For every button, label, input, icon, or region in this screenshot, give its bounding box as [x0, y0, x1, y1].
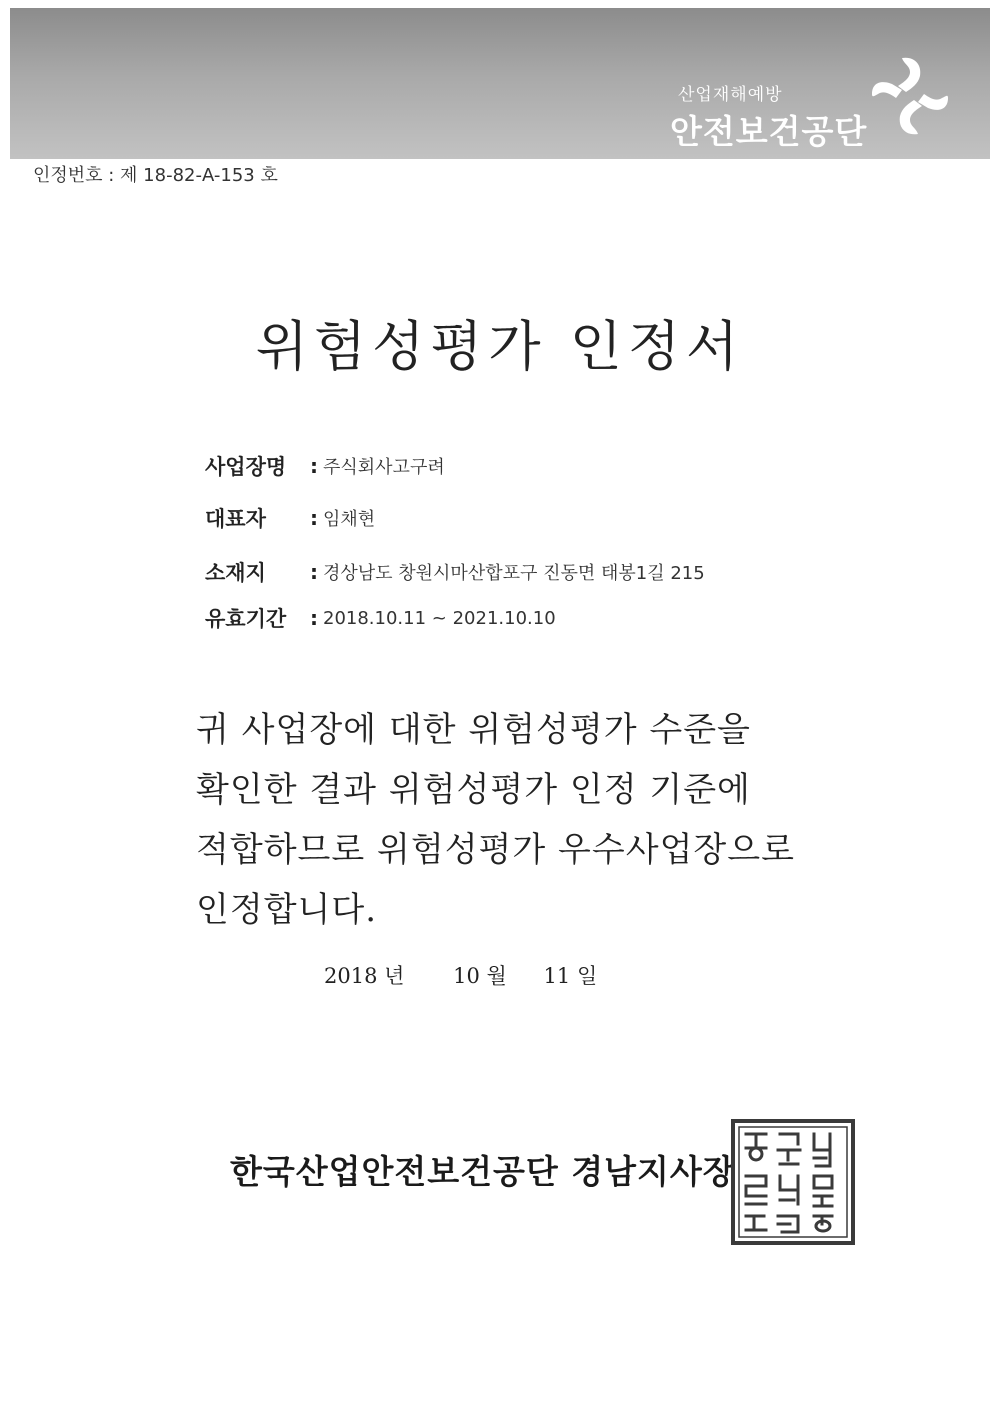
field-value: 주식회사고구려 — [323, 457, 445, 478]
field-row-address: 소재지 : 경상남도 창원시마산합포구 진동면 태봉1길 215 — [205, 557, 705, 589]
statement-line: 확인한 결과 위험성평가 인정 기준에 — [196, 770, 751, 810]
certification-statement — [196, 700, 856, 940]
issue-year-unit: 년 — [384, 964, 405, 988]
field-row-representative: 대표자 : 임채현 — [205, 503, 375, 535]
issue-day-unit: 일 — [576, 964, 598, 988]
issuer-name: 한국산업안전보건공단 경남지사장 — [230, 1152, 736, 1191]
header-band — [10, 8, 990, 159]
field-value: 2018.10.11 ~ 2021.10.10 — [323, 607, 556, 629]
org-subtitle: 산업재해예방 — [678, 85, 783, 105]
field-label: 소재지 — [205, 561, 266, 585]
field-row-validity-period: 유효기간 : 2018.10.11 ~ 2021.10.10 — [205, 603, 556, 635]
statement-line: 귀 사업장에 대한 위험성평가 수준을 — [196, 710, 751, 750]
field-row-business-name: 사업장명 : 주식회사고구려 — [205, 451, 445, 483]
certificate-number: 인정번호 : 제 18-82-A-153 호 — [33, 165, 278, 186]
official-seal-icon — [730, 1118, 856, 1246]
field-value: 경상남도 창원시마산합포구 진동면 태봉1길 215 — [323, 563, 705, 584]
statement-line: 적합하므로 위험성평가 우수사업장으로 — [196, 830, 795, 870]
issue-day: 11 — [543, 964, 571, 988]
kosha-cross-logo-icon — [868, 54, 952, 138]
issue-month-unit: 월 — [486, 964, 507, 988]
field-label: 사업장명 — [205, 455, 287, 479]
issue-month: 10 — [453, 964, 480, 988]
field-label: 대표자 — [205, 507, 266, 531]
certificate-title: 위험성평가 인정서 — [255, 315, 745, 379]
field-label: 유효기간 — [205, 607, 287, 631]
field-value: 임채현 — [323, 509, 376, 530]
org-name: 안전보건공단 — [670, 112, 868, 151]
issue-date — [324, 960, 597, 990]
issue-year: 2018 — [324, 964, 378, 988]
statement-line: 인정합니다. — [196, 890, 378, 930]
